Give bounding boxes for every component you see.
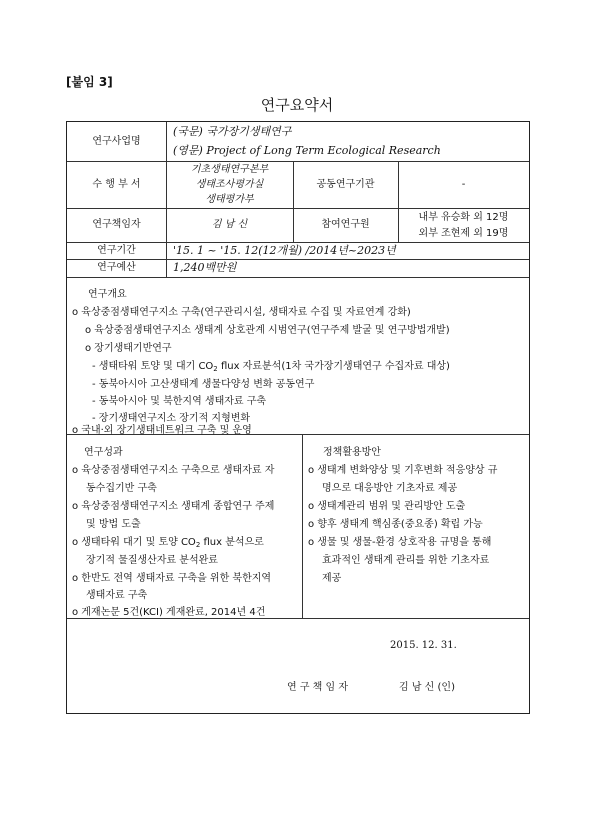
policy-heading: 정책활용방안 xyxy=(323,447,381,458)
overview-line: o 국내·외 장기생태네트워크 구축 및 운영 xyxy=(72,425,252,436)
signer-label: 연 구 책 임 자 xyxy=(287,682,349,693)
joint-institution-value: - xyxy=(461,178,466,190)
results-line: 장기적 물질생산자료 분석완료 xyxy=(86,555,218,566)
budget-label: 연구예산 xyxy=(97,262,136,273)
results-line: o 육상중점생태연구지소 생태계 종합연구 주제 xyxy=(72,501,275,512)
overview-line: o 육상중점생태연구지소 구축(연구관리시설, 생태자료 수집 및 자료연계 강화) xyxy=(72,307,411,318)
department-line: 생태조사평가실 xyxy=(195,178,264,190)
results-line: o 한반도 전역 생태자료 구축을 위한 북한지역 xyxy=(72,573,272,584)
department-line: 기초생태연구본부 xyxy=(190,163,269,175)
period-label: 연구기간 xyxy=(97,244,136,256)
signer-name: 김 남 신 (인) xyxy=(399,682,455,693)
overview-heading: 연구개요 xyxy=(88,289,127,300)
pi-value: 김 남 신 xyxy=(211,219,248,230)
col-divider xyxy=(302,434,303,618)
policy-line: 제공 xyxy=(322,573,342,584)
results-line: 동수집기반 구축 xyxy=(86,483,157,494)
participants-label: 참여연구원 xyxy=(321,219,370,230)
overview-line: o 육상중점생태연구지소 생태계 상호관계 시범연구(연구주제 발굴 및 연구방법개발) xyxy=(85,325,450,336)
participants-internal: 내부 유승화 외 12명 xyxy=(418,211,509,223)
policy-line: o 생태계 변화양상 및 기후변화 적응양상 규 xyxy=(308,465,498,476)
row-divider xyxy=(67,277,529,278)
policy-line: o 생태계관리 범위 및 관리방안 도출 xyxy=(308,501,466,512)
department-label: 수 행 부 서 xyxy=(92,178,141,190)
project-label: 연구사업명 xyxy=(92,135,141,147)
department-line: 생태평가부 xyxy=(205,193,254,205)
policy-line: o 향후 생태계 핵심종(중요종) 확립 가능 xyxy=(308,519,483,530)
results-line: o 게재논문 5건(KCI) 게재완료, 2014년 4건 xyxy=(72,607,266,618)
project-name-korean: (국문) 국가장기생태연구 xyxy=(173,125,292,139)
summary-table xyxy=(66,121,530,714)
pi-label: 연구책임자 xyxy=(92,219,141,230)
overview-line: - 장기생태연구지소 장기적 지형변화 xyxy=(92,413,251,424)
results-line: o 육상중점생태연구지소 구축으로 생태자료 자 xyxy=(72,465,275,476)
policy-line: o 생물 및 생물-환경 상호작용 규명을 통해 xyxy=(308,537,492,548)
results-line: 생태자료 구축 xyxy=(86,590,148,601)
policy-line: 명으로 대응방안 기초자료 제공 xyxy=(322,483,458,494)
attachment-label: [붙임 3] xyxy=(66,75,113,89)
results-heading: 연구성과 xyxy=(84,447,123,458)
overview-line: - 동북아시아 및 북한지역 생태자료 구축 xyxy=(92,396,267,407)
budget-value: 1,240백만원 xyxy=(173,261,237,275)
signature-date: 2015. 12. 31. xyxy=(390,640,457,651)
overview-line: - 동북아시아 고산생태계 생물다양성 변화 공동연구 xyxy=(92,379,315,390)
overview-line: o 장기생태기반연구 xyxy=(85,343,172,354)
row-divider xyxy=(67,618,529,619)
results-line: 및 방법 도출 xyxy=(86,519,141,530)
results-line: o 생태타워 대기 및 토양 $CO_2$ flux 분석으로 xyxy=(72,537,264,549)
participants-external: 외부 조현제 외 19명 xyxy=(418,227,509,239)
overview-line: - 생태타워 토양 및 대기 $CO_2$ flux 자료분석(1차 국가장기생태연구 수집자료 대상) xyxy=(92,361,450,373)
document-title: 연구요약서 xyxy=(260,96,334,114)
project-name-english: (영문) Project of Long Term Ecological Research xyxy=(173,144,441,158)
joint-institution-label: 공동연구기관 xyxy=(316,178,375,190)
period-value: '15. 1 ~ '15. 12(12개월) /2014년~2023년 xyxy=(173,243,396,257)
policy-line: 효과적인 생태계 관리를 위한 기초자료 xyxy=(322,555,490,566)
